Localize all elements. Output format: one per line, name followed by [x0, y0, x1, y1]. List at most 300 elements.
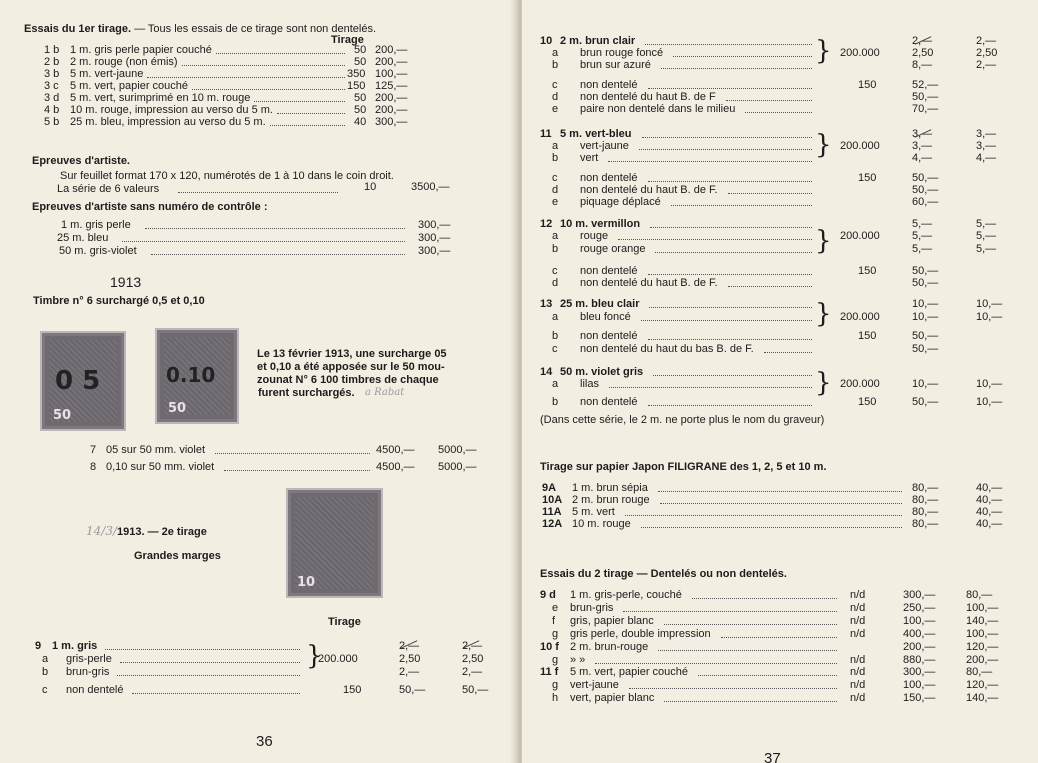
row-price-1: 3,— — [912, 140, 933, 152]
essai2-text: 5 m. vert, papier couché — [570, 666, 689, 679]
leader-dots — [664, 624, 837, 625]
essai2-price-2: 140,— — [966, 614, 999, 627]
row-text: non dentelé — [580, 330, 638, 342]
leader-dots — [641, 320, 812, 321]
essais-title: Essais du 1er tirage. — [24, 23, 131, 35]
essai-code: 3 c — [44, 80, 59, 92]
row-tirage: 200.000 — [840, 47, 880, 59]
leader-dots — [639, 149, 812, 150]
leader-dots — [721, 637, 837, 638]
row-text: 1 m. gris — [52, 640, 98, 652]
leader-dots — [132, 693, 301, 694]
row-price-1: 50,— — [912, 330, 939, 342]
essai2-code: e — [552, 601, 559, 614]
row-text: rouge orange — [580, 243, 646, 255]
essai2-code: g — [552, 627, 559, 640]
row-price-1: 52,— — [912, 79, 939, 91]
leader-dots — [649, 307, 812, 308]
surcharge-text: 05 sur 50 mm. violet — [106, 444, 206, 456]
row-price-1: 2,— — [399, 666, 420, 678]
japon-price-1: 80,— — [912, 482, 939, 494]
essai2-code: g — [552, 653, 559, 666]
surcharge-line-2: zounat N° 6 100 timbres de chaque — [257, 374, 439, 386]
right-page — [522, 0, 1038, 763]
essai2-price-2: 120,— — [966, 679, 999, 692]
row-code: 9 — [35, 640, 42, 652]
row-tirage: 200.000 — [840, 311, 880, 323]
essai2-price-2: 120,— — [966, 640, 999, 653]
leader-dots — [629, 688, 837, 689]
surcharge-text: 0,10 sur 50 mm. violet — [106, 461, 215, 473]
essai2-code: g — [552, 679, 559, 692]
row-tirage: 200.000 — [840, 230, 880, 242]
row-price-1: 2,— — [399, 640, 420, 652]
row-tirage: 200.000 — [840, 140, 880, 152]
essai-price: 200,— — [375, 92, 408, 104]
japon-price-2: 40,— — [976, 506, 1003, 518]
essai-text: 1 m. gris perle papier couché — [70, 44, 212, 56]
row-price-2: 10,— — [976, 311, 1003, 323]
essai2-text: vert, papier blanc — [570, 692, 655, 705]
essai2-price-2: 140,— — [966, 692, 999, 705]
row-price-2: 5,— — [976, 243, 997, 255]
leader-dots — [645, 44, 812, 45]
row-tirage: 150 — [858, 396, 877, 408]
essai2-nd: n/d — [850, 627, 866, 640]
essai-tirage: 50 — [354, 44, 367, 56]
essai2-code: 10 f — [540, 640, 559, 653]
leader-dots — [648, 339, 813, 340]
row-tirage: 150 — [858, 330, 877, 342]
leader-dots — [660, 503, 902, 504]
row-code: e — [552, 196, 559, 208]
row-text: vert-jaune — [580, 140, 629, 152]
essai2-nd: n/d — [850, 653, 866, 666]
row-price-2: 5,— — [976, 230, 997, 242]
row-code: a — [552, 378, 559, 390]
row-price-1: 5,— — [912, 230, 933, 242]
artist-proof-item: 25 m. bleu — [57, 232, 109, 244]
brace-9: } — [306, 641, 323, 671]
essai2-code: 11 f — [540, 666, 559, 679]
row-text: non dentelé du haut du bas B. de F. — [580, 343, 754, 355]
row-code: b — [552, 59, 559, 71]
essais-header — [24, 23, 376, 35]
essai-tirage: 50 — [354, 56, 367, 68]
row-code: b — [552, 243, 559, 255]
leader-dots — [664, 701, 837, 702]
artist-proof-item: 1 m. gris perle — [61, 219, 131, 231]
essai2-price-1: 300,— — [903, 589, 936, 601]
row-price-1: 60,— — [912, 196, 939, 208]
row-price-1: 50,— — [912, 172, 939, 184]
row-code: d — [552, 277, 559, 289]
row-tirage: 150 — [858, 172, 877, 184]
row-price-1: 50,— — [912, 277, 939, 289]
leader-dots — [655, 252, 812, 253]
leader-dots — [117, 675, 300, 676]
essai2-price-1: 880,— — [903, 653, 936, 666]
essai-price: 200,— — [375, 56, 408, 68]
row-text: brun sur azuré — [580, 59, 651, 71]
essai2-text: gris, papier blanc — [570, 614, 654, 627]
japon-price-2: 40,— — [976, 518, 1003, 530]
row-text: brun rouge foncé — [580, 47, 664, 59]
essai2-price-1: 400,— — [903, 627, 936, 640]
row-tirage: 200.000 — [318, 653, 358, 665]
row-price-2: 50,— — [462, 684, 489, 696]
japon-text: 2 m. brun rouge — [572, 494, 650, 506]
surcharge-line-3: furent surchargés. — [258, 387, 355, 399]
artist-proof-price: 300,— — [418, 232, 451, 244]
leader-dots — [145, 228, 405, 229]
essai-tirage: 40 — [354, 116, 367, 128]
essai2-price-2: 80,— — [966, 589, 993, 601]
leader-dots — [277, 113, 345, 114]
row-price-1: 2,50 — [399, 653, 421, 665]
leader-dots — [122, 241, 405, 242]
leader-dots — [661, 68, 812, 69]
row-text: non dentelé — [66, 684, 124, 696]
japon-price-1: 80,— — [912, 518, 939, 530]
row-text: non dentelé du haut B. de F. — [580, 184, 718, 196]
row-code: a — [552, 140, 559, 152]
leader-dots — [673, 56, 812, 57]
row-text: non dentelé — [580, 79, 638, 91]
row-price-2: 5,— — [976, 218, 997, 230]
essai2-price-1: 100,— — [903, 679, 936, 692]
epreuves-title: Epreuves d'artiste. — [32, 155, 130, 167]
row-text: non dentelé — [580, 265, 638, 277]
row-code: 13 — [540, 298, 553, 310]
surcharge-line-1: et 0,10 a été apposée sur le 50 mou- — [257, 361, 445, 373]
stamp-overprint-010: 0.10 — [166, 363, 216, 387]
row-text: 50 m. violet gris — [560, 366, 644, 378]
surcharge-price-1: 4500,— — [376, 461, 415, 473]
stamp-value-10m: 10 — [297, 575, 316, 590]
essai-text: 5 m. vert-jaune — [70, 68, 144, 80]
row-code: c — [552, 172, 558, 184]
leader-dots — [224, 470, 370, 471]
leader-dots — [642, 137, 812, 138]
brace: } — [815, 36, 832, 66]
leader-dots — [595, 663, 837, 664]
row-text: non dentelé du haut B. de F — [580, 91, 716, 103]
sans-numero-title: Epreuves d'artiste sans numéro de contrôle : — [32, 201, 268, 213]
row-code: b — [552, 330, 559, 342]
essai2-price-1: 250,— — [903, 601, 936, 614]
row-code: a — [42, 653, 49, 665]
essai-text: 10 m. rouge, impression au verso du 5 m. — [70, 104, 273, 116]
essai-text: 5 m. vert, papier couché — [70, 80, 189, 92]
row-text: 10 m. vermillon — [560, 218, 641, 230]
essai-text: 5 m. vert, surimprimé en 10 m. rouge — [70, 92, 251, 104]
row-price-2: 2,— — [462, 666, 483, 678]
essai-text: 2 m. rouge (non émis) — [70, 56, 178, 68]
row-price-1: 50,— — [912, 343, 939, 355]
japon-price-2: 40,— — [976, 494, 1003, 506]
row-tirage: 200.000 — [840, 378, 880, 390]
essai2-price-1: 300,— — [903, 666, 936, 679]
row-code: b — [552, 152, 559, 164]
row-price-2: 4,— — [976, 152, 997, 164]
stamp-value-05: 50 — [53, 408, 72, 423]
leader-dots — [650, 227, 812, 228]
row-tirage: 150 — [858, 79, 877, 91]
leader-dots — [726, 100, 812, 101]
japon-price-2: 40,— — [976, 482, 1003, 494]
essai-code: 3 b — [44, 68, 60, 80]
essai-price: 300,— — [375, 116, 408, 128]
essai-price: 200,— — [375, 104, 408, 116]
essai2-price-2: 200,— — [966, 653, 999, 666]
artist-proof-item: 50 m. gris-violet — [59, 245, 137, 257]
page-number-right: 37 — [764, 750, 781, 763]
artist-proof-price: 300,— — [418, 219, 451, 231]
row-text: paire non dentelé dans le milieu — [580, 103, 736, 115]
stamp-value-010: 50 — [168, 401, 187, 416]
row-text: 25 m. bleu clair — [560, 298, 640, 310]
left-page — [0, 0, 518, 763]
row-code: a — [552, 230, 559, 242]
leader-dots — [648, 274, 813, 275]
epreuves-qty: 10 — [364, 181, 377, 193]
row-price-1: 50,— — [912, 265, 939, 277]
leader-dots — [625, 515, 902, 516]
essais2-title: Essais du 2 tirage — Dentelés ou non dentelés. — [540, 568, 787, 580]
essai-code: 5 b — [44, 116, 60, 128]
timbre-title: Timbre n° 6 surchargé 0,5 et 0,10 — [33, 295, 205, 307]
brace: } — [815, 226, 832, 256]
row-price-1: 3,— — [912, 128, 933, 140]
leader-dots — [698, 675, 837, 676]
row-code: 12 — [540, 218, 553, 230]
row-text: bleu foncé — [580, 311, 631, 323]
essai2-nd: n/d — [850, 679, 866, 692]
row-price-1: 10,— — [912, 378, 939, 390]
surcharge-line-0: Le 13 février 1913, une surcharge 05 — [257, 348, 447, 360]
japon-price-1: 80,— — [912, 506, 939, 518]
row-text: rouge — [580, 230, 609, 242]
tirage-header: Tirage — [331, 34, 364, 46]
essai-code: 3 d — [44, 92, 60, 104]
leader-dots — [623, 611, 837, 612]
brace: } — [815, 130, 832, 160]
row-price-1: 5,— — [912, 243, 933, 255]
surcharge-price-2: 5000,— — [438, 461, 477, 473]
row-code: c — [552, 265, 558, 277]
row-code: b — [42, 666, 49, 678]
essais-subtitle: — Tous les essais de ce tirage sont non dentelés. — [134, 23, 377, 35]
japon-text: 10 m. rouge — [572, 518, 631, 530]
brace: } — [815, 368, 832, 398]
leader-dots — [671, 205, 812, 206]
row-text: non dentelé — [580, 172, 638, 184]
essai2-price-1: 200,— — [903, 640, 936, 653]
artist-proof-price: 300,— — [418, 245, 451, 257]
row-price-1: 4,— — [912, 152, 933, 164]
leader-dots — [692, 598, 837, 599]
row-code: d — [552, 184, 559, 196]
grandes-marges: Grandes marges — [134, 550, 221, 562]
essai2-text: gris perle, double impression — [570, 627, 711, 640]
leader-dots — [641, 527, 902, 528]
row-text: non dentelé — [580, 396, 638, 408]
surcharge-price-1: 4500,— — [376, 444, 415, 456]
leader-dots — [648, 405, 813, 406]
brace: } — [815, 299, 832, 329]
stamp-image-010 — [157, 330, 237, 422]
row-tirage: 150 — [858, 265, 877, 277]
essai-code: 4 b — [44, 104, 60, 116]
leader-dots — [216, 53, 345, 54]
epreuves-line2: La série de 6 valeurs — [57, 183, 160, 195]
row-price-1: 50,— — [399, 684, 426, 696]
row-text: 5 m. vert-bleu — [560, 128, 632, 140]
leader-dots — [147, 77, 345, 78]
row-price-2: 10,— — [976, 298, 1003, 310]
stamp-image-10m — [288, 490, 381, 596]
leader-dots — [105, 649, 300, 650]
leader-dots — [182, 65, 345, 66]
epreuves-price: 3500,— — [411, 181, 450, 193]
leader-dots — [653, 375, 812, 376]
pencil-date: 14/3/ — [86, 524, 117, 538]
essai-tirage: 150 — [347, 80, 366, 92]
row-code: a — [552, 47, 559, 59]
essai2-nd: n/d — [850, 589, 866, 601]
essai2-nd: n/d — [850, 666, 866, 679]
japon-code: 9A — [542, 482, 557, 494]
row-code: d — [552, 91, 559, 103]
leader-dots — [728, 193, 812, 194]
essai2-price-2: 80,— — [966, 666, 993, 679]
row-price-1: 50,— — [912, 184, 939, 196]
essai-price: 125,— — [375, 80, 408, 92]
essai2-text: vert-jaune — [570, 679, 619, 692]
row-text: lilas — [580, 378, 599, 390]
essai-code: 1 b — [44, 44, 60, 56]
japon-text: 1 m. brun sépia — [572, 482, 648, 494]
essai-price: 100,— — [375, 68, 408, 80]
japon-title: Tirage sur papier Japon FILIGRANE des 1, 2, 5 et 10 m. — [540, 461, 827, 473]
japon-code: 12A — [542, 518, 563, 530]
surcharge-code: 8 — [90, 461, 97, 473]
row-code: 10 — [540, 35, 553, 47]
row-price-2: 2,— — [976, 35, 997, 47]
essai-tirage: 50 — [354, 104, 367, 116]
essai-text: 25 m. bleu, impression au verso du 5 m. — [70, 116, 266, 128]
essai2-text: » » — [570, 653, 586, 666]
leader-dots — [764, 352, 812, 353]
essai2-code: 9 d — [540, 589, 556, 601]
essai2-text: brun-gris — [570, 601, 614, 614]
leader-dots — [608, 161, 812, 162]
row-price-2: 3,— — [976, 128, 997, 140]
page-number-left: 36 — [256, 733, 273, 750]
essai2-text: 2 m. brun-rouge — [570, 640, 649, 653]
tirage-label-2: Tirage — [328, 616, 361, 628]
leader-dots — [120, 662, 300, 663]
pencil-note-rabat: a Rabat — [365, 387, 405, 398]
surcharge-price-2: 5000,— — [438, 444, 477, 456]
leader-dots — [728, 286, 812, 287]
essai-price: 200,— — [375, 44, 408, 56]
row-code: c — [552, 343, 558, 355]
essai2-price-2: 100,— — [966, 601, 999, 614]
leader-dots — [648, 181, 813, 182]
row-price-1: 10,— — [912, 298, 939, 310]
row-text: gris-perle — [66, 653, 112, 665]
row-code: e — [552, 103, 559, 115]
row-price-2: 2,— — [462, 640, 483, 652]
row-text: piquage déplacé — [580, 196, 661, 208]
epreuves-line1: Sur feuillet format 170 x 120, numérotés de 1 à 10 dans le coin droit. — [60, 170, 394, 182]
tirage2-title: 1913. — 2e tirage — [117, 526, 207, 538]
row-code: 11 — [540, 128, 552, 140]
leader-dots — [609, 387, 812, 388]
row-code: c — [42, 684, 48, 696]
japon-code: 10A — [542, 494, 563, 506]
essai2-code: f — [552, 614, 556, 627]
row-price-1: 70,— — [912, 103, 939, 115]
essai2-nd: n/d — [850, 601, 866, 614]
leader-dots — [270, 125, 345, 126]
stamp-image-05 — [42, 333, 124, 429]
essai2-text: 1 m. gris-perle, couché — [570, 589, 682, 601]
stamp-overprint-05: 0 5 — [55, 366, 101, 396]
row-text: vert — [580, 152, 599, 164]
essai-tirage: 50 — [354, 92, 367, 104]
essai2-price-2: 100,— — [966, 627, 999, 640]
leader-dots — [254, 101, 345, 102]
row-price-1: 10,— — [912, 311, 939, 323]
row-text: brun-gris — [66, 666, 110, 678]
leader-dots — [618, 239, 812, 240]
japon-code: 11A — [542, 506, 562, 518]
note-serie: (Dans cette série, le 2 m. ne porte plus le nom du graveur) — [540, 414, 825, 426]
row-price-2: 2,50 — [462, 653, 484, 665]
row-price-1: 2,— — [912, 35, 933, 47]
row-price-2: 3,— — [976, 140, 997, 152]
essai2-nd: n/d — [850, 692, 866, 705]
japon-text: 5 m. vert — [572, 506, 615, 518]
row-price-1: 50,— — [912, 396, 939, 408]
essai2-price-1: 150,— — [903, 692, 936, 705]
leader-dots — [178, 192, 338, 193]
row-price-1: 5,— — [912, 218, 933, 230]
essai-code: 2 b — [44, 56, 60, 68]
essai2-price-1: 100,— — [903, 614, 936, 627]
leader-dots — [745, 112, 812, 113]
row-code: 14 — [540, 366, 553, 378]
year-1913: 1913 — [110, 274, 142, 290]
row-code: b — [552, 396, 559, 408]
row-text: 2 m. brun clair — [560, 35, 636, 47]
row-text: non dentelé du haut B. de F. — [580, 277, 718, 289]
row-price-2: 10,— — [976, 378, 1003, 390]
row-price-2: 10,— — [976, 396, 1003, 408]
leader-dots — [648, 88, 813, 89]
row-tirage: 150 — [343, 684, 362, 696]
leader-dots — [192, 89, 345, 90]
row-code: a — [552, 311, 559, 323]
essai2-code: h — [552, 692, 559, 705]
row-price-2: 2,— — [976, 59, 997, 71]
japon-price-1: 80,— — [912, 494, 939, 506]
leader-dots — [658, 491, 902, 492]
leader-dots — [658, 650, 837, 651]
